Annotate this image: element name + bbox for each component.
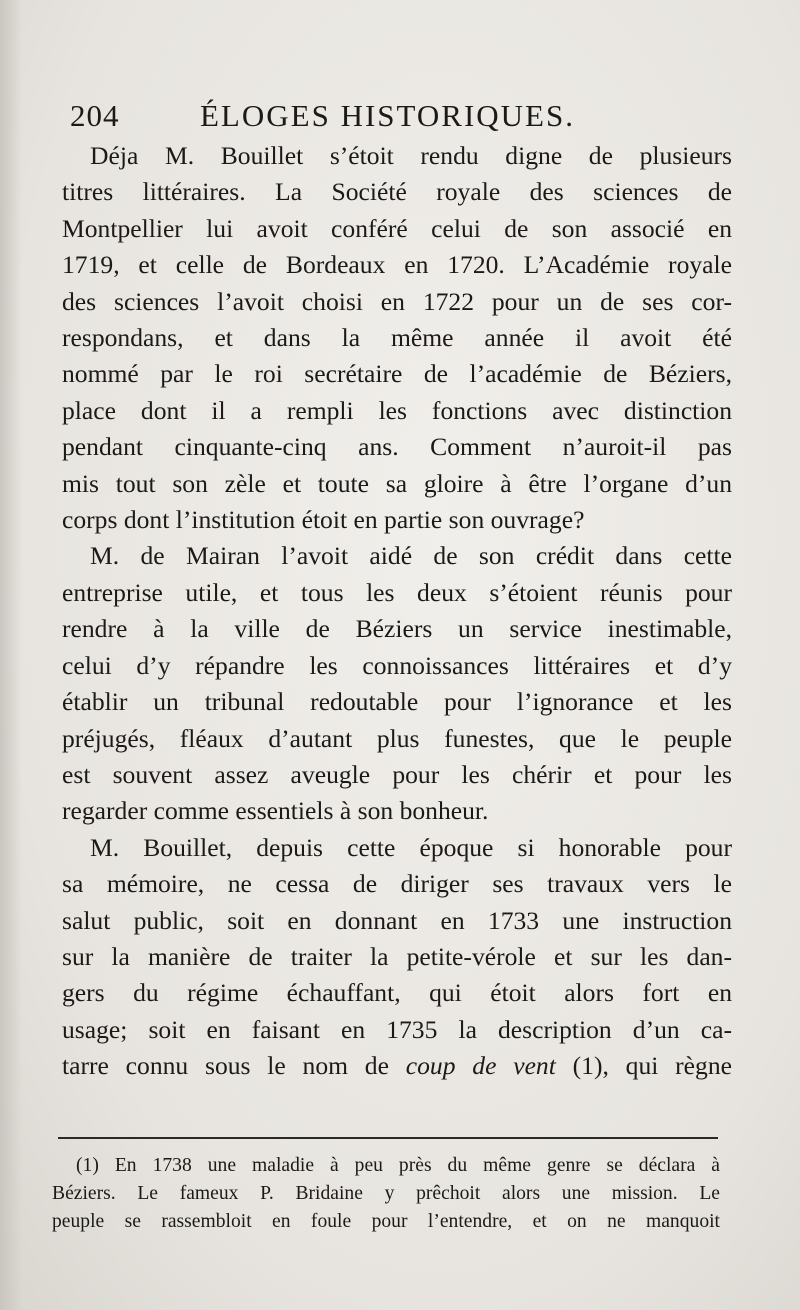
text-line: nommé par le roi secrétaire de l’académie de Béziers, xyxy=(62,359,732,389)
text-line: place dont il a rempli les fonctions avec distinction xyxy=(62,395,732,425)
page-gutter-shadow xyxy=(0,0,22,1310)
page-number: 204 xyxy=(70,98,120,133)
text-line: respondans, et dans la même année il avoit été xyxy=(62,323,732,353)
running-title: ÉLOGES HISTORIQUES. xyxy=(200,98,575,133)
text-fragment: tarre connu sous le nom de xyxy=(62,1051,406,1081)
text-line: des sciences l’avoit choisi en 1722 pour un de ses cor- xyxy=(62,286,732,316)
text-line: entreprise utile, et tous les deux s’étoient réunis pour xyxy=(62,577,732,607)
text-line: est souvent assez aveugle pour les chérir et pour les xyxy=(62,759,732,789)
text-line: Déja M. Bouillet s’étoit rendu digne de plusieurs xyxy=(90,141,732,170)
text-line: établir un tribunal redoutable pour l’ignorance et les xyxy=(62,687,732,717)
text-line: sur la manière de traiter la petite-vérole et sur les dan- xyxy=(62,941,732,971)
text-line: celui d’y répandre les connoissances littéraires et d’y xyxy=(62,650,732,680)
text-line-with-italic xyxy=(62,1048,732,1084)
italic-term: coup de vent xyxy=(405,1051,556,1081)
text-line: corps dont l’institution étoit en partie son ouvrage? xyxy=(62,505,585,535)
footnote-line: Béziers. Le fameux P. Bridaine y prêchoit alors une mission. Le xyxy=(52,1183,720,1204)
footnote-line: (1) En 1738 une maladie à peu près du même genre se déclara à xyxy=(76,1155,720,1176)
text-line: préjugés, fléaux d’autant plus funestes, que le peuple xyxy=(62,723,732,753)
footnote-reference: (1), qui règne xyxy=(555,1051,732,1081)
footnote-rule xyxy=(58,1137,718,1139)
text-line: salut public, soit en donnant en 1733 une instruction xyxy=(62,905,732,935)
footnote-line: peuple se rassembloit en foule pour l’entendre, et on ne manquoit xyxy=(52,1211,720,1232)
text-line: usage; soit en faisant en 1735 la description d’un ca- xyxy=(62,1014,732,1044)
page-header xyxy=(70,98,730,142)
body-text xyxy=(62,138,732,1085)
text-line: Montpellier lui avoit conféré celui de son associé en xyxy=(62,213,732,243)
text-line: sa mémoire, ne cessa de diriger ses travaux vers le xyxy=(62,869,732,899)
text-line: mis tout son zèle et toute sa gloire à être l’organe d’un xyxy=(62,468,732,498)
text-line: regarder comme essentiels à son bonheur. xyxy=(62,796,489,826)
text-line: gers du régime échauffant, qui étoit alors fort en xyxy=(62,978,732,1008)
text-line: M. de Mairan l’avoit aidé de son crédit dans cette xyxy=(90,541,732,571)
text-line: 1719, et celle de Bordeaux en 1720. L’Académie royale xyxy=(62,250,732,280)
text-line: M. Bouillet, depuis cette époque si honorable pour xyxy=(90,832,732,862)
text-line: titres littéraires. La Société royale des sciences de xyxy=(62,177,732,207)
footnote xyxy=(52,1152,720,1236)
text-line: rendre à la ville de Béziers un service inestimable, xyxy=(62,614,732,644)
text-line: pendant cinquante-cinq ans. Comment n’auroit-il pas xyxy=(62,432,732,462)
